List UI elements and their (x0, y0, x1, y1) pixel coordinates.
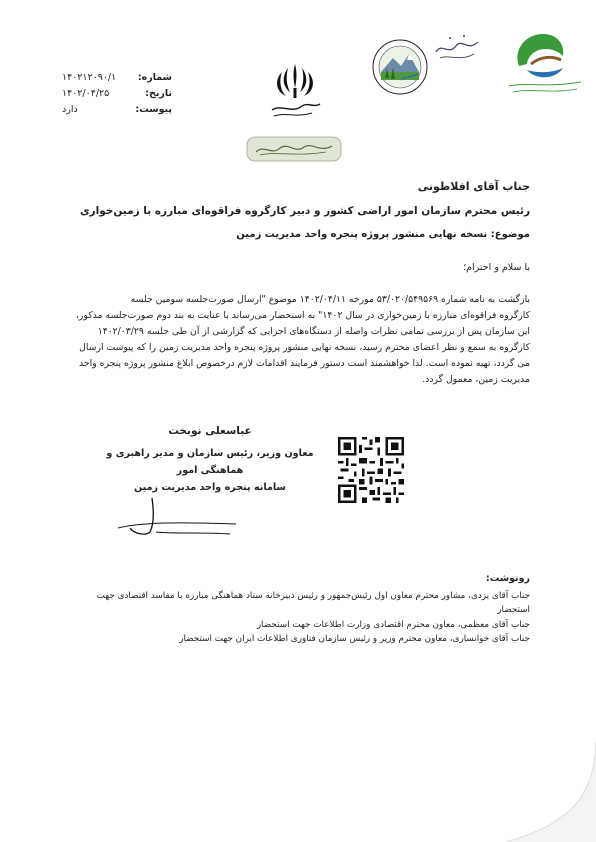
meta-attachment (62, 102, 172, 118)
recipient-name: جناب آقای افلاطونی (417, 180, 530, 193)
signatory-title-line: معاون وزیر، رئیس سازمان و مدیر راهبری و هماهنگی امور (106, 448, 314, 476)
meta-number-label: شماره: (137, 72, 172, 83)
meta-attachment-label: پیوست: (135, 104, 172, 115)
meta-date-label: تاریخ: (145, 88, 172, 99)
meta-date-value: ۱۴۰۲/۰۴/۲۵ (62, 88, 110, 99)
signature-block (100, 425, 320, 496)
letter-body (60, 292, 530, 388)
handwritten-signature-icon (112, 488, 242, 542)
forestry-organization-logo-icon (371, 38, 429, 96)
letter-body-line: این سازمان پس از بررسی تمامی نظرات واصله از دستگاه‌های اجرایی که گزارشی از آن طی جلسه ۱۴۰۲/۰۳/۲۹ (97, 326, 530, 337)
copies-title: رونوشت: (485, 573, 530, 584)
letter-body-line: کارگروه فراقوه‌ای مبارزه با زمین‌خواری در سال ۱۴۰۲" به استحضار می‌رساند با عنایت به بند دوم صورت‌جلسه مذکور، (75, 310, 530, 321)
meta-number-value: ۱۴۰۲۱۲۰۹۰/۱ (62, 72, 117, 83)
letter-body-line: مدیریت زمین، معمول گردد. (422, 374, 530, 385)
signatory-title-line: سامانه پنجره واحد مدیریت زمین (134, 482, 286, 493)
letter-body-line: بازگشت به نامه شماره ۵۳/۰۲۰/۵۴۹۵۶۹ مورخه ۱۴۰۲/۰۴/۱۱ موضوع "ارسال صورت‌جلسه سومین جلسه (130, 294, 530, 305)
letter-greeting: با سلام و احترام؛ (463, 262, 530, 273)
copies-item: جناب آقای خوانساری، معاون محترم وزیر و رئیس سازمان فناوری اطلاعات ایران جهت استحضار (179, 634, 530, 644)
slogan-banner-icon (246, 136, 342, 162)
meta-number (62, 70, 172, 86)
letter-meta (62, 70, 172, 118)
letter-body-line: کارگروه به سمع و نظر اعضای محترم رسید، نسخه نهایی منشور پروژه پنجره واحد مدیریت زمین را که پیوست ارسال (79, 342, 530, 353)
land-affairs-logo-icon (505, 26, 585, 96)
signatory-name: عباسعلی نوبخت (168, 425, 252, 437)
copies-section (90, 572, 530, 647)
recipient-title: رئیس محترم سازمان امور اراضی کشور و دبیر کارگروه فراقوه‌ای مبارزه با زمین‌خواری (79, 205, 530, 217)
meta-attachment-value: دارد (62, 104, 78, 115)
meta-date (62, 86, 172, 102)
qr-code-icon (338, 437, 404, 503)
organization-name-calligraphy-icon (432, 28, 482, 68)
page-curl-icon (476, 722, 596, 842)
copies-item: جناب آقای یزدی، مشاور محترم معاون اول رئیس‌جمهور و رئیس دبیرخانه ستاد هماهنگی مبارزه با مفاسد اقتصادی جهت استحضار (96, 590, 530, 615)
letter-body-line: می گردد، تهیه نموده است. لذا خواهشمند است دستور فرمایند اقدامات لازم درخصوص ابلاغ منشور پروژه پنجره واحد (79, 358, 530, 369)
copies-item: جناب آقای معظمی، معاون محترم اقتصادی وزارت اطلاعات جهت استحضار (256, 619, 530, 630)
iran-emblem-icon (262, 58, 328, 124)
letter-subject: موضوع: نسخه نهایی منشور پروژه پنجره واحد مدیریت زمین (236, 229, 530, 240)
